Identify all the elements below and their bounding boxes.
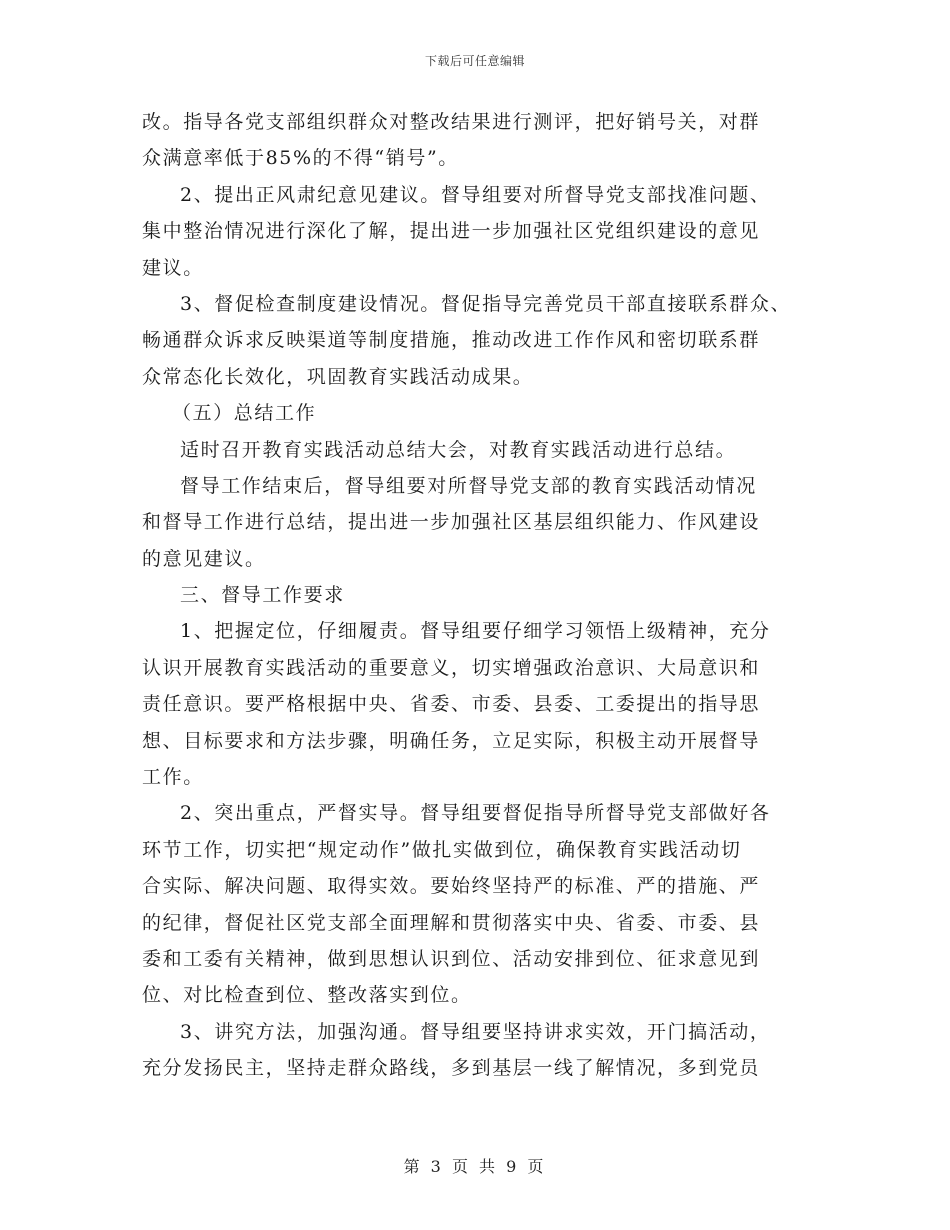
text-line: 1、把握定位，仔细履责。督导组要仔细学习领悟上级精神，充分 bbox=[180, 620, 771, 643]
page-footer: 第 3 页 共 9 页 bbox=[403, 1157, 547, 1176]
section-heading: （五）总结工作 bbox=[172, 402, 317, 425]
text-line: 工作。 bbox=[142, 766, 204, 789]
text-line: 适时召开教育实践活动总结大会，对教育实践活动进行总结。 bbox=[180, 438, 737, 461]
text-line: 和督导工作进行总结，提出进一步加强社区基层组织能力、作风建设 bbox=[142, 511, 761, 534]
page-header: 下载后可任意编辑 bbox=[424, 54, 525, 68]
text-line: 想、目标要求和方法步骤，明确任务，立足实际，积极主动开展督导 bbox=[142, 729, 761, 752]
text-line: 位、对比检查到位、整改落实到位。 bbox=[142, 984, 472, 1007]
text-line: 畅通群众诉求反映渠道等制度措施，推动改进工作作风和密切联系群 bbox=[142, 329, 761, 352]
text-line: 众满意率低于85%的不得“销号”。 bbox=[142, 147, 459, 170]
text-line: 合实际、解决问题、取得实效。要始终坚持严的标准、严的措施、严 bbox=[142, 875, 761, 898]
text-line: 集中整治情况进行深化了解，提出进一步加强社区党组织建设的意见 bbox=[142, 220, 761, 243]
text-line: 环节工作，切实把“规定动作”做扎实做到位，确保教育实践活动切 bbox=[142, 838, 742, 861]
text-line: 充分发扬民主，坚持走群众路线，多到基层一线了解情况，多到党员 bbox=[142, 1057, 761, 1080]
text-line: 的意见建议。 bbox=[142, 547, 266, 570]
text-line: 建议。 bbox=[142, 256, 204, 279]
text-line: 2、提出正风肃纪意见建议。督导组要对所督导党支部找准问题、 bbox=[180, 183, 771, 206]
text-line: 众常态化长效化，巩固教育实践活动成果。 bbox=[142, 365, 534, 388]
text-line: 3、督促检查制度建设情况。督促指导完善党员干部直接联系群众、 bbox=[180, 292, 792, 315]
text-line: 改。指导各党支部组织群众对整改结果进行测评，把好销号关，对群 bbox=[142, 111, 761, 133]
text-line: 3、讲究方法，加强沟通。督导组要坚持讲求实效，开门搞活动， bbox=[180, 1020, 771, 1043]
section-heading: 三、督导工作要求 bbox=[180, 584, 345, 607]
text-line: 委和工委有关精神，做到思想认识到位、活动安排到位、征求意见到 bbox=[142, 947, 761, 970]
text-line: 认识开展教育实践活动的重要意义，切实增强政治意识、大局意识和 bbox=[142, 656, 761, 679]
text-line: 2、突出重点，严督实导。督导组要督促指导所督导党支部做好各 bbox=[180, 802, 771, 825]
text-line: 责任意识。要严格根据中央、省委、市委、县委、工委提出的指导思 bbox=[142, 693, 761, 716]
document-body bbox=[142, 104, 822, 1087]
text-line: 的纪律，督促社区党支部全面理解和贯彻落实中央、省委、市委、县 bbox=[142, 911, 761, 934]
text-line: 督导工作结束后，督导组要对所督导党支部的教育实践活动情况 bbox=[180, 474, 757, 497]
